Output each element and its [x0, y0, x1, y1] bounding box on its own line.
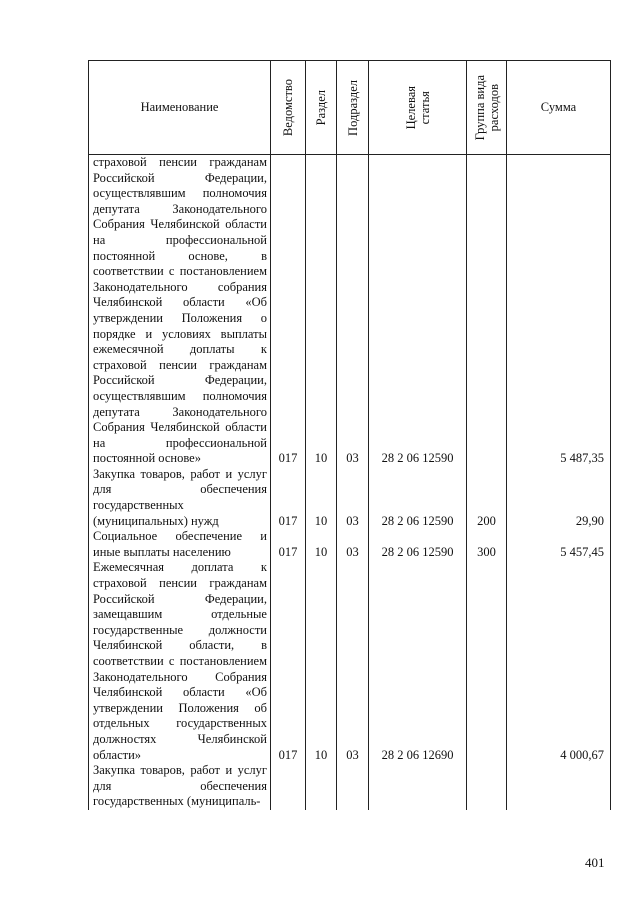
header-celevaya: Целевая статья: [369, 61, 467, 155]
row-celevaya: [369, 763, 467, 810]
header-razdel: Раздел: [306, 61, 337, 155]
table-row: [89, 529, 611, 560]
budget-table: [88, 60, 611, 810]
row-name: Закупка товаров, работ и услуг для обеспечения государственных (муниципаль-: [89, 763, 271, 810]
row-celevaya: 28 2 06 12590: [369, 467, 467, 529]
row-name: Социальное обеспечение и иные выплаты населению: [89, 529, 271, 560]
row-gruppa: [467, 155, 507, 467]
row-podrazdel: 03: [337, 560, 369, 763]
row-vedomstvo: 017: [271, 155, 306, 467]
row-gruppa: [467, 560, 507, 763]
row-vedomstvo: [271, 763, 306, 810]
row-podrazdel: 03: [337, 529, 369, 560]
table-row: [89, 560, 611, 763]
row-summa: 5 487,35: [507, 155, 611, 467]
row-podrazdel: [337, 763, 369, 810]
header-gruppa: Группа вида расходов: [467, 61, 507, 155]
row-vedomstvo: 017: [271, 467, 306, 529]
row-summa: 5 457,45: [507, 529, 611, 560]
row-name: Ежемесячная доплата к страховой пенсии гражданам Российской Федерации, замещавшим отдельные государственные должности Челябинской области, в соответствии с постановлением Законодательного Собрания Челябинской области «Об утверждении Положения об отдельных государственных должностях Челябинской области»: [89, 560, 271, 763]
row-vedomstvo: 017: [271, 529, 306, 560]
header-podrazdel: Подраздел: [337, 61, 369, 155]
row-celevaya: 28 2 06 12590: [369, 155, 467, 467]
row-celevaya: 28 2 06 12690: [369, 560, 467, 763]
row-summa: 29,90: [507, 467, 611, 529]
row-name: страховой пенсии гражданам Российской Федерации, осуществлявшим полномочия депутата Законодательного Собрания Челябинской области на профессиональной постоянной основе, в соответствии с постановлением Законодательного собрания Челябинской области «Об утверждении Положения о порядке и условиях выплаты ежемесячной доплаты к страховой пенсии гражданам Российской Федерации, осуществлявшим полномочия депутата Законодательного Собрания Челябинской области на профессиональной постоянной основе»: [89, 155, 271, 467]
row-gruppa: [467, 763, 507, 810]
table-row: [89, 467, 611, 529]
table-header-row: [89, 61, 611, 155]
table-row: [89, 763, 611, 810]
row-razdel: 10: [306, 467, 337, 529]
row-podrazdel: 03: [337, 467, 369, 529]
row-razdel: 10: [306, 560, 337, 763]
table-row: [89, 155, 611, 467]
row-podrazdel: 03: [337, 155, 369, 467]
row-gruppa: 200: [467, 467, 507, 529]
header-summa: Сумма: [507, 61, 611, 155]
row-summa: [507, 763, 611, 810]
row-razdel: 10: [306, 155, 337, 467]
header-vedomstvo: Ведомство: [271, 61, 306, 155]
header-name: Наименование: [89, 61, 271, 155]
row-celevaya: 28 2 06 12590: [369, 529, 467, 560]
row-name: Закупка товаров, работ и услуг для обеспечения государственных (муниципальных) нужд: [89, 467, 271, 529]
row-vedomstvo: 017: [271, 560, 306, 763]
row-gruppa: 300: [467, 529, 507, 560]
row-summa: 4 000,67: [507, 560, 611, 763]
row-razdel: 10: [306, 529, 337, 560]
row-razdel: [306, 763, 337, 810]
page-number: 401: [585, 855, 605, 870]
